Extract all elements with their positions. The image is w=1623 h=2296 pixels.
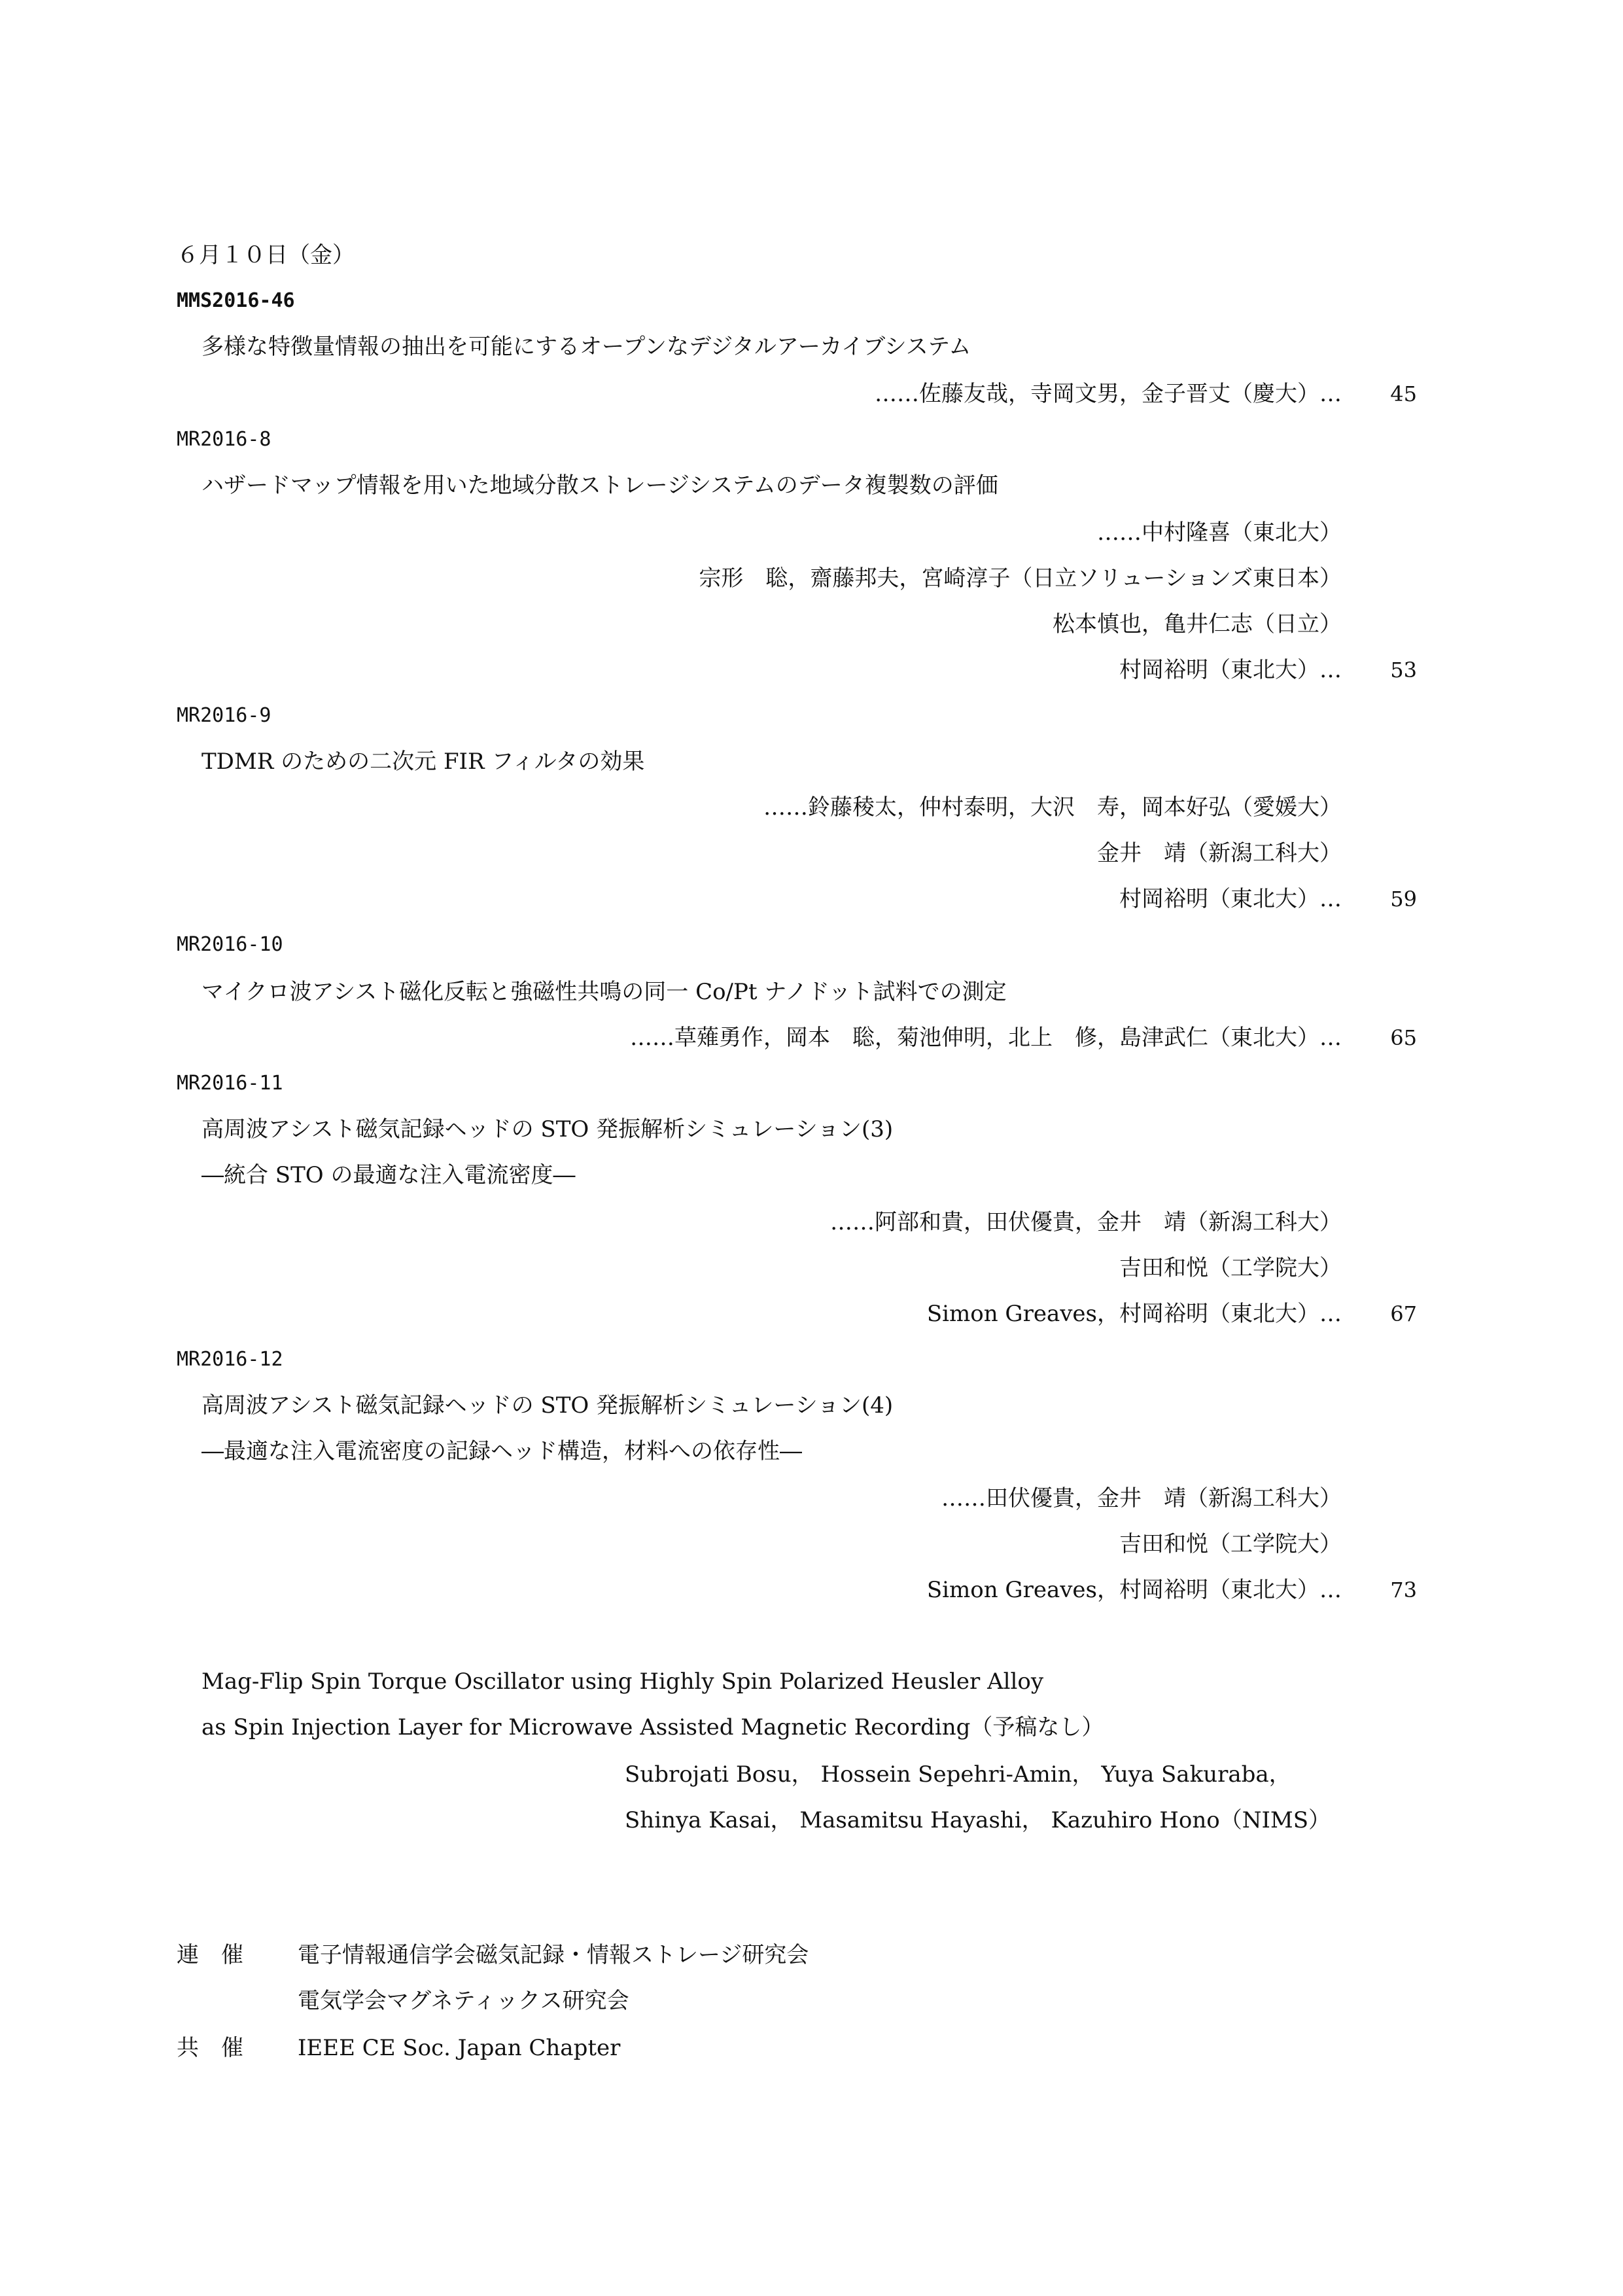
- paper-title: TDMR のための二次元 FIR フィルタの効果: [201, 749, 645, 775]
- paper-id: MMS2016-46: [177, 289, 295, 312]
- extra-authors: Subrojati Bosu， Hossein Sepehri-Amin， Yuya Sakuraba，: [625, 1761, 1291, 1788]
- page-number: 65: [1390, 1025, 1417, 1050]
- paper-authors: ……田伏優貴，金井 靖（新潟工科大）: [941, 1485, 1342, 1511]
- paper-id: MR2016-8: [177, 428, 271, 451]
- extra-title: Mag-Flip Spin Torque Oscillator using Highly Spin Polarized Heusler Alloy: [201, 1669, 1044, 1695]
- paper-authors: ……中村隆喜（東北大）: [1097, 520, 1342, 546]
- paper-authors: 吉田和悦（工学院大）: [1119, 1255, 1342, 1281]
- paper-authors: Simon Greaves，村岡裕明（東北大）…: [926, 1301, 1342, 1327]
- page-number: 67: [1390, 1301, 1417, 1326]
- paper-title: マイクロ波アシスト磁化反転と強磁性共鳴の同一 Co/Pt ナノドット試料での測定: [201, 979, 1007, 1005]
- sponsor-line: IEEE CE Soc. Japan Chapter: [298, 2035, 621, 2061]
- paper-authors: 村岡裕明（東北大）…: [1119, 886, 1342, 912]
- paper-authors: 吉田和悦（工学院大）: [1119, 1531, 1342, 1557]
- paper-authors: 金井 靖（新潟工科大）: [1097, 840, 1342, 866]
- extra-title: as Spin Injection Layer for Microwave Assisted Magnetic Recording（予稿なし）: [201, 1714, 1104, 1740]
- page-number: 53: [1390, 658, 1417, 682]
- paper-authors: Simon Greaves，村岡裕明（東北大）…: [926, 1577, 1342, 1603]
- paper-authors: ……佐藤友哉，寺岡文男，金子晋丈（慶大）…: [875, 381, 1342, 407]
- paper-authors: ……草薙勇作，岡本 聡，菊池伸明，北上 修，島津武仁（東北大）…: [630, 1025, 1342, 1051]
- page-number: 59: [1390, 887, 1417, 911]
- page-number: 73: [1390, 1578, 1417, 1602]
- extra-authors: Shinya Kasai， Masamitsu Hayashi， Kazuhiro Hono（NIMS）: [625, 1807, 1331, 1833]
- paper-authors: 村岡裕明（東北大）…: [1119, 657, 1342, 683]
- page-number: 45: [1390, 381, 1417, 406]
- co-host-line: 電気学会マグネティックス研究会: [298, 1988, 629, 2014]
- paper-title: 高周波アシスト磁気記録ヘッドの STO 発振解析シミュレーション(3): [201, 1116, 894, 1142]
- co-host-line: 電子情報通信学会磁気記録・情報ストレージ研究会: [298, 1942, 809, 1968]
- paper-id: MR2016-12: [177, 1348, 283, 1371]
- session-date: ６月１０日（金）: [177, 242, 355, 268]
- paper-subtitle: ―最適な注入電流密度の記録ヘッド構造，材料への依存性―: [201, 1438, 802, 1464]
- paper-authors: 松本慎也，亀井仁志（日立）: [1053, 611, 1342, 637]
- paper-authors: ……阿部和貴，田伏優貴，金井 靖（新潟工科大）: [830, 1209, 1342, 1235]
- paper-authors: 宗形 聡，齋藤邦夫，宮崎淳子（日立ソリューションズ東日本）: [699, 565, 1342, 592]
- paper-id: MR2016-10: [177, 933, 283, 956]
- paper-title: 多様な特徴量情報の抽出を可能にするオープンなデジタルアーカイブシステム: [201, 334, 971, 360]
- paper-id: MR2016-11: [177, 1072, 283, 1095]
- paper-subtitle: ―統合 STO の最適な注入電流密度―: [201, 1162, 576, 1188]
- paper-title: 高周波アシスト磁気記録ヘッドの STO 発振解析シミュレーション(4): [201, 1392, 894, 1419]
- paper-authors: ……鈴藤稜太，仲村泰明，大沢 寿，岡本好弘（愛媛大）: [763, 794, 1342, 821]
- co-host-label: 連 催: [177, 1942, 243, 1968]
- paper-id: MR2016-9: [177, 704, 271, 727]
- paper-title: ハザードマップ情報を用いた地域分散ストレージシステムのデータ複製数の評価: [201, 472, 998, 499]
- sponsor-label: 共 催: [177, 2035, 243, 2061]
